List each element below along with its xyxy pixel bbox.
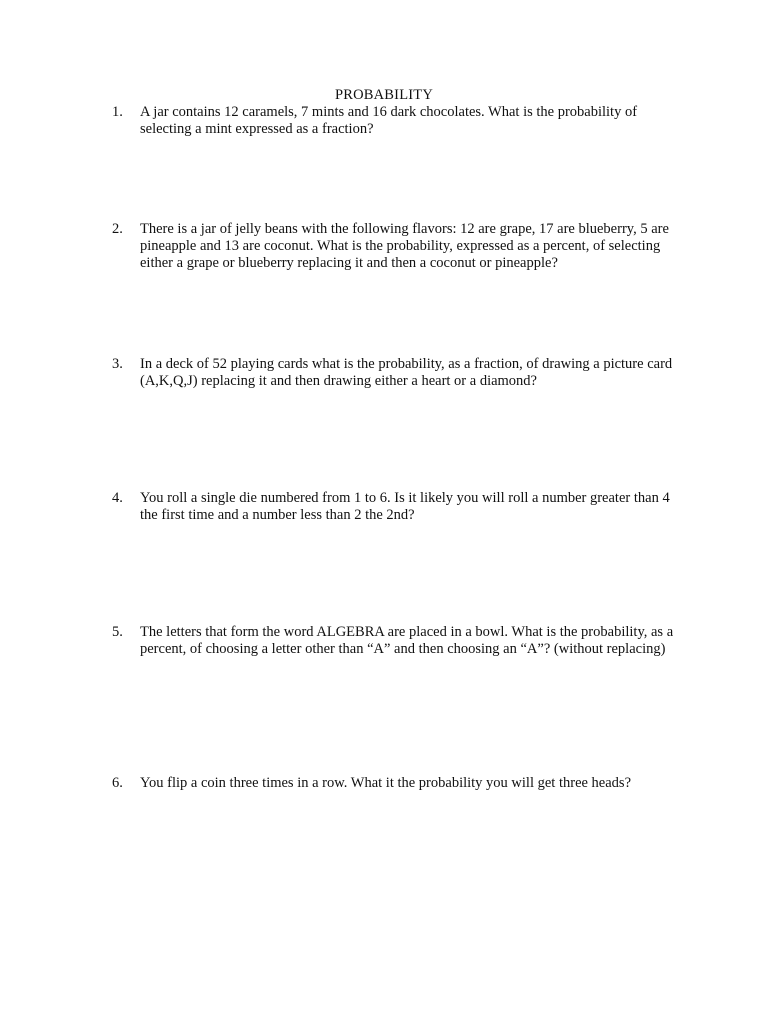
question-text: A jar contains 12 caramels, 7 mints and 16 dark chocolates. What is the probability of selecting a mint expressed as a fraction?: [140, 104, 638, 137]
question-number: 4.: [112, 490, 123, 506]
question-text: There is a jar of jelly beans with the following flavors: 12 are grape, 17 are blueberry, 5 are pineapple and 13 are coconut. What is the probability, expressed as a percent, of selecting either a grape or blueberry replacing it and then a coconut or pineapple?: [140, 221, 669, 271]
question-item: [112, 356, 682, 390]
page-title: PROBABILITY: [334, 87, 434, 103]
question-number: 2.: [112, 221, 123, 237]
question-number: 3.: [112, 356, 123, 372]
question-number: 6.: [112, 775, 123, 791]
question-item: [112, 624, 682, 658]
question-item: [112, 490, 682, 524]
question-text: The letters that form the word ALGEBRA are placed in a bowl. What is the probability, as a percent, of choosing a letter other than “A” and then choosing an “A”? (without replacing): [140, 624, 674, 657]
question-text: In a deck of 52 playing cards what is the probability, as a fraction, of drawing a picture card (A,K,Q,J) replacing it and then drawing either a heart or a diamond?: [140, 356, 673, 389]
question-item: [112, 221, 682, 272]
question-text: You flip a coin three times in a row. What it the probability you will get three heads?: [140, 775, 632, 791]
question-item: [112, 775, 682, 792]
question-text: You roll a single die numbered from 1 to 6. Is it likely you will roll a number greater than 4 the first time and a number less than 2 the 2nd?: [140, 490, 670, 523]
question-item: [112, 104, 682, 138]
question-number: 5.: [112, 624, 123, 640]
question-number: 1.: [112, 104, 123, 120]
